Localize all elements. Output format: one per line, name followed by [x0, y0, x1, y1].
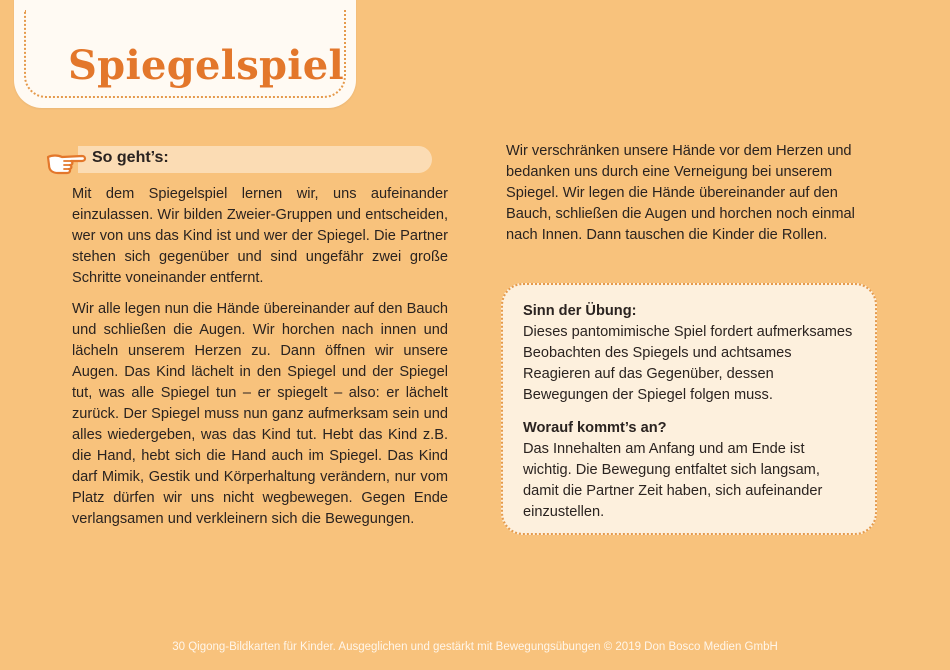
- pointing-hand-icon: [46, 146, 88, 176]
- purpose-text: Dieses pantomimische Spiel fordert aufmerksames Beobachten des Spiegels und achtsames Reagieren auf das Gegenüber, dessen Bewegungen der Spiegel folgen muss.: [523, 324, 853, 403]
- footer-copyright: 30 Qigong-Bildkarten für Kinder. Ausgeglichen und gestärkt mit Bewegungsübungen © 2019 Don Bosco Medien GmbH: [172, 641, 778, 653]
- focus-label: Worauf kommt’s an?: [523, 420, 667, 436]
- instructions-paragraph: Mit dem Spiegelspiel lernen wir, uns aufeinander einzulassen. Wir bilden Zweier-Gruppen und entscheiden, wer von uns das Kind ist und wer der Spiegel. Die Partner stehen sich gegenüber und sind ungefähr zwei große Schritte voneinander entfernt.: [72, 186, 448, 286]
- focus-text: Das Innehalten am Anfang und am Ende ist wichtig. Die Bewegung entfaltet sich langsam, damit die Partner Zeit haben, sich aufeinander einzustellen.: [523, 441, 823, 520]
- instructions-continued: [506, 141, 882, 246]
- purpose-block: [523, 301, 857, 406]
- purpose-label: Sinn der Übung:: [523, 303, 637, 319]
- instructions-paragraph: Wir alle legen nun die Hände übereinander auf den Bauch und schließen die Augen. Wir horchen nach innen und lächeln unserem Herzen zu. Dann öffnen wir unsere Augen. Das Kind lächelt in den Spiegel und der Spiegel tut, was alle Spiegel tun – er spiegelt – also: er lächelt zurück. Der Spiegel muss nun ganz aufmerksam sein und alles wiedergeben, was das Kind tut. Hebt das Kind z.B. die Hand, hebt sich die Hand auch im Spiegel. Das Kind darf Mimik, Gestik und Körperhaltung verändern, nur vom Platz dürfen wir uns nicht wegbewegen. Gegen Ende verlangsamen und verkleinern sich die Bewegungen.: [72, 301, 448, 527]
- info-box: [501, 283, 877, 535]
- instructions-column: [72, 184, 448, 540]
- focus-block: [523, 418, 857, 523]
- page-title: Spiegelspiel: [68, 42, 345, 89]
- section-heading: So geht’s:: [92, 149, 169, 166]
- instructions-paragraph: Wir verschränken unsere Hände vor dem Herzen und bedanken uns durch eine Verneigung bei unserem Spiegel. Wir legen die Hände übereinander auf den Bauch, schließen die Augen und horchen noch einmal nach Innen. Dann tauschen die Kinder die Rollen.: [506, 143, 855, 243]
